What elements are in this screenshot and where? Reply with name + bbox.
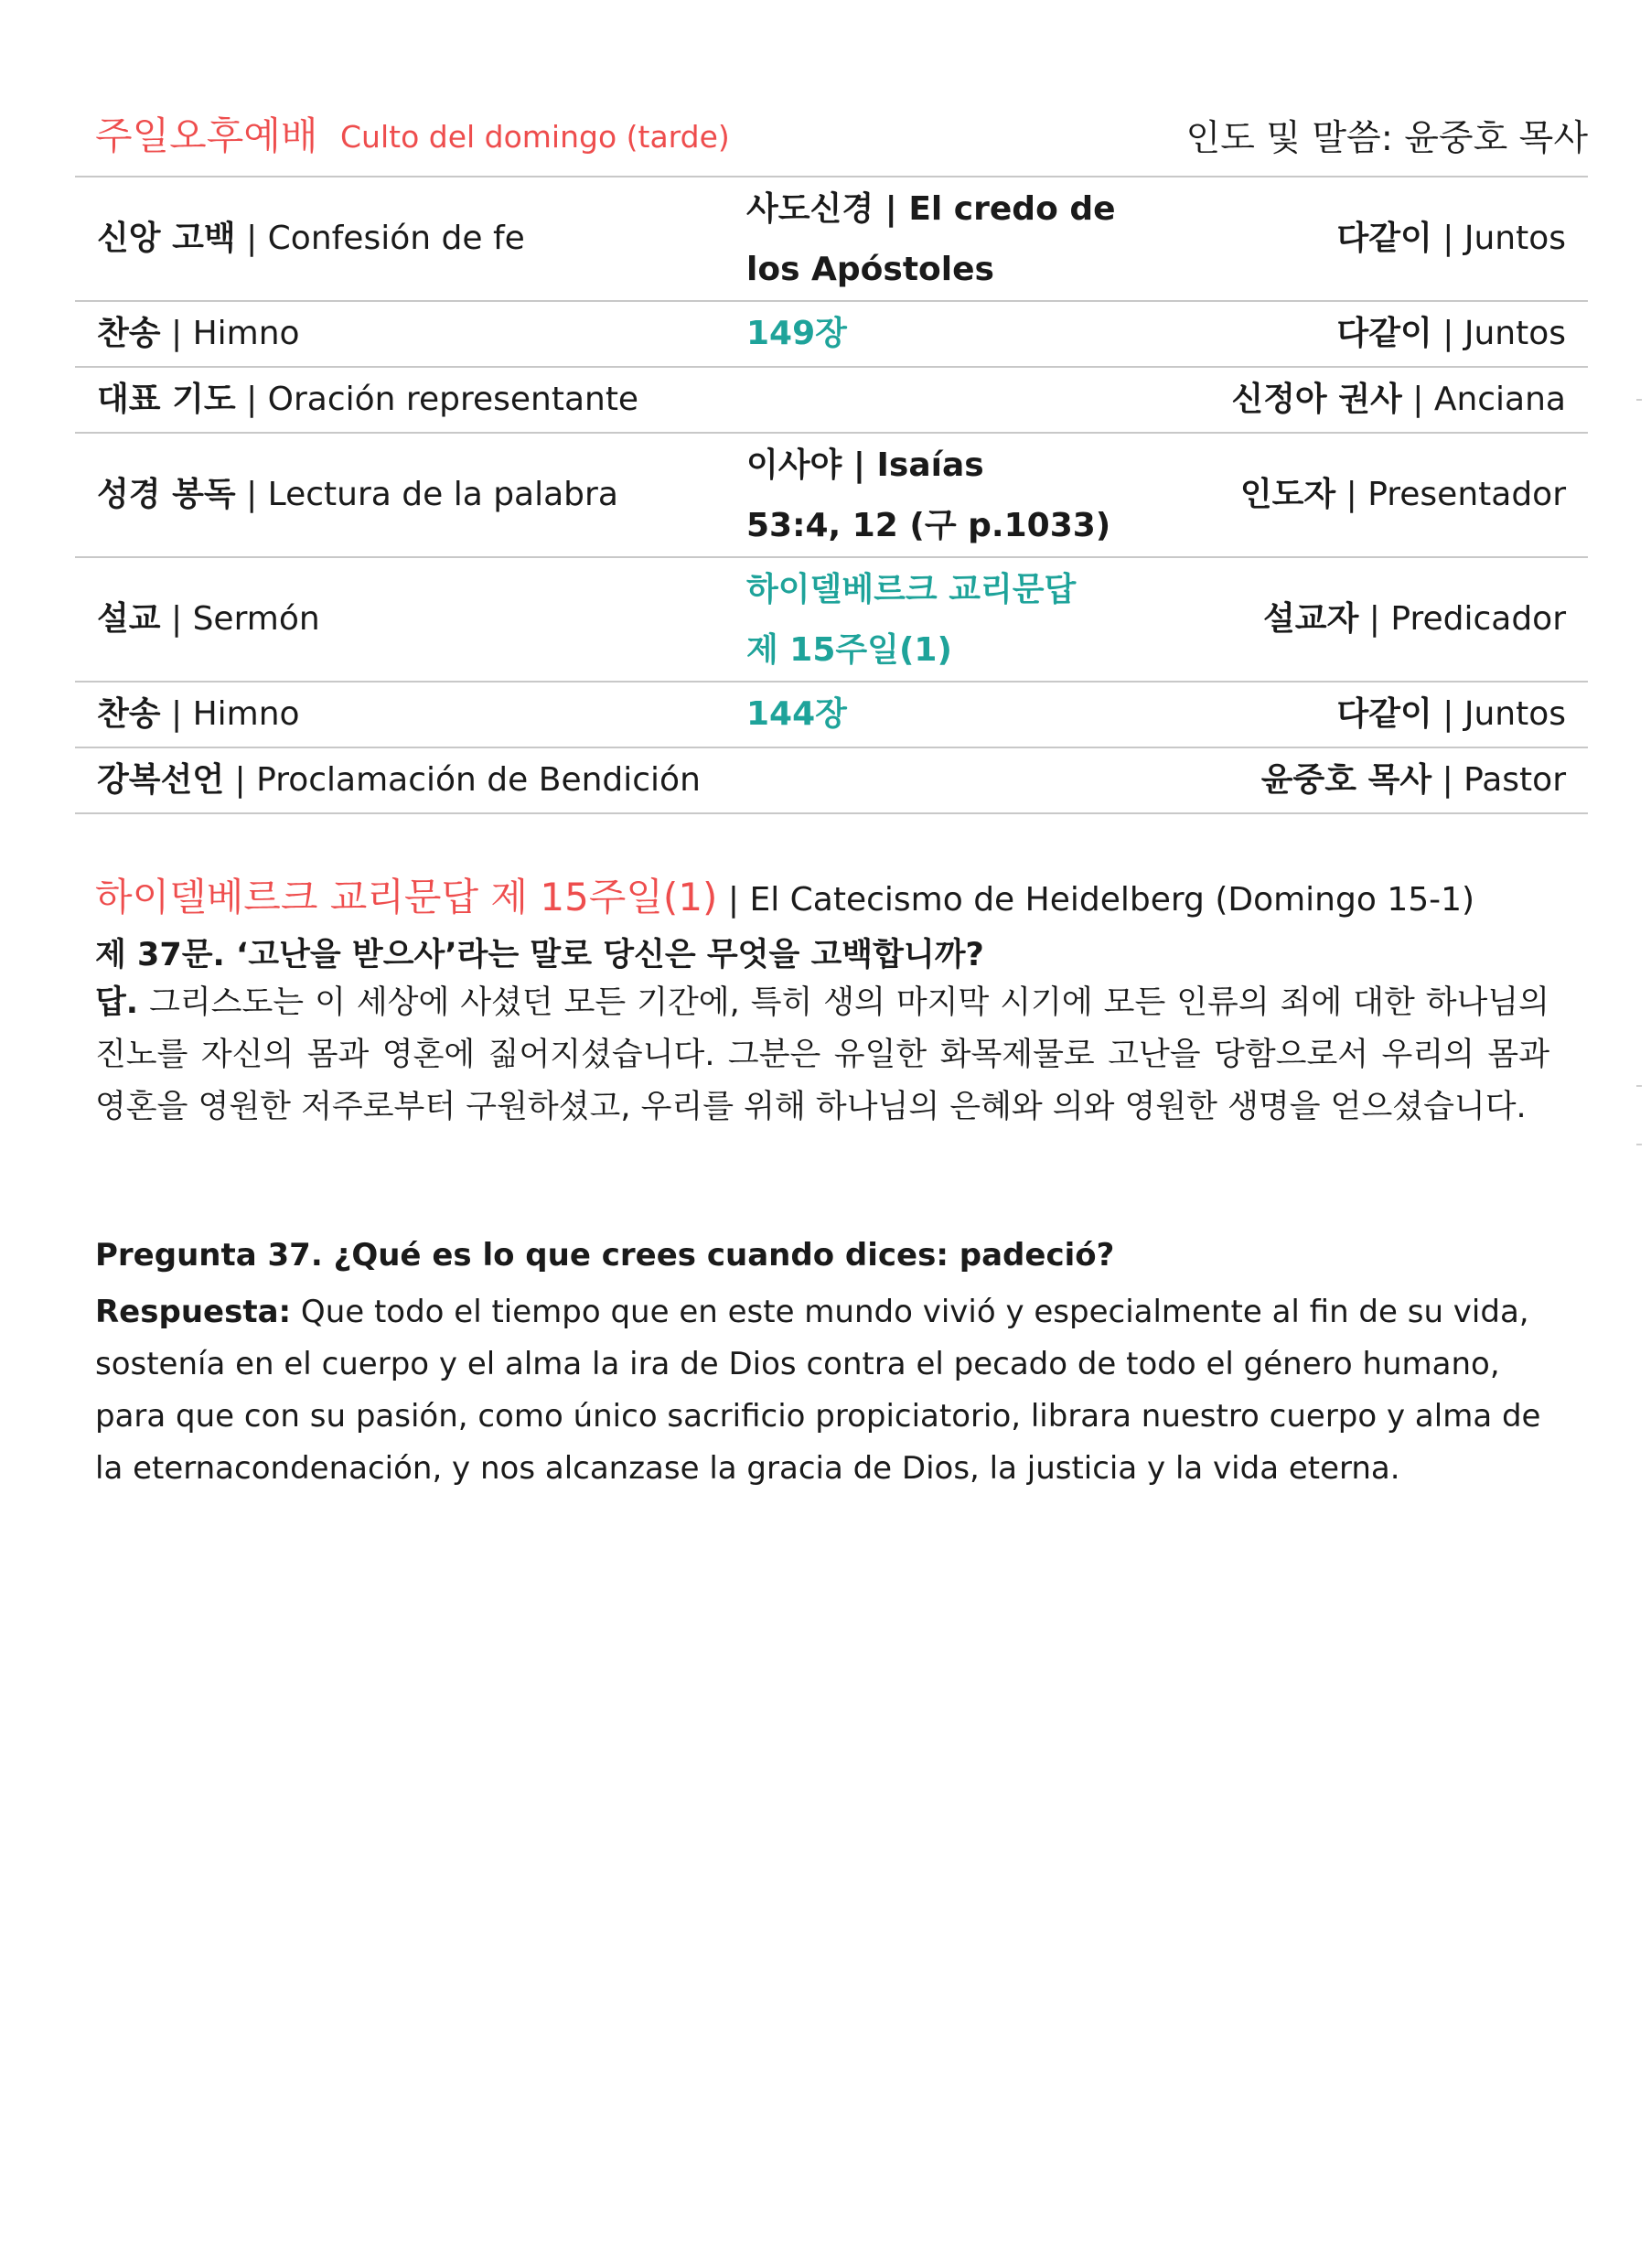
answer-ko-label: 답. — [95, 984, 139, 1021]
table-row — [75, 683, 1588, 748]
margin-tick — [1636, 399, 1642, 401]
order-person: 설교자 | Predicador — [1263, 600, 1566, 638]
answer-ko — [95, 977, 1549, 1134]
table-row — [75, 748, 1588, 814]
answer-ko-text: 그리스도는 이 세상에 사셨던 모든 기간에, 특히 생의 마지막 시기에 모든 인류의 죄에 대한 하나님의 진노를 자신의 몸과 영혼에 짊어지셨습니다. 그분은 유일한 화목제물로 고난을 당함으로서 우리의 몸과 영혼을 영원한 저주로부터 구원하셨고, 우리를 위해 하나님의 은혜와 의와 영원한 생명을 얻으셨습니다. — [95, 984, 1549, 1125]
order-person: 다같이 | Juntos — [1336, 695, 1566, 733]
order-item: 성경 봉독 | Lectura de la palabra — [97, 476, 618, 513]
order-item: 강복선언 | Proclamación de Bendición — [97, 761, 701, 799]
order-of-service-table — [75, 176, 1588, 814]
table-row — [75, 368, 1588, 434]
answer-es — [95, 1286, 1559, 1495]
scripture-reference: 이사야 | Isaías 53:4, 12 (구 p.1033) — [746, 446, 1111, 544]
order-person: 다같이 | Juntos — [1336, 315, 1566, 352]
order-item: 대표 기도 | Oración representante — [97, 381, 639, 418]
margin-tick — [1636, 1085, 1642, 1087]
table-row — [75, 434, 1588, 558]
sermon-title: 하이델베르크 교리문답 제 15주일(1) — [746, 571, 1077, 669]
catechism-heading-ko: 하이델베르크 교리문답 제 15주일(1) — [95, 875, 718, 919]
order-item: 찬송 | Himno — [97, 315, 300, 352]
order-person: 인도자 | Presentador — [1239, 476, 1566, 513]
order-person: 윤중호 목사 | Pastor — [1260, 761, 1566, 799]
order-item: 신앙 고백 | Confesión de fe — [97, 220, 525, 257]
service-title: 주일오후예배 — [95, 113, 318, 158]
table-row — [75, 177, 1588, 302]
answer-es-text: Que todo el tiempo que en este mundo vivió y especialmente al fin de su vida, sostenía en el cuerpo y el alma la ira de Dios contra el pecado de todo el género humano, para que con su pasión, como único sacrificio propiciatorio, librara nuestro cuerpo y alma de la eternacondenación, y nos alcanzase la gracia de Dios, la justicia y la vida eterna. — [95, 1294, 1541, 1487]
catechism-heading — [95, 867, 1474, 922]
order-content: 사도신경 | El credo de los Apóstoles — [746, 190, 1116, 288]
answer-es-label: Respuesta: — [95, 1294, 292, 1330]
service-header — [95, 106, 1588, 170]
order-item: 찬송 | Himno — [97, 695, 300, 733]
table-row — [75, 558, 1588, 683]
catechism-heading-es: | El Catecismo de Heidelberg (Domingo 15-1) — [717, 881, 1475, 919]
hymn-number: 149장 — [746, 315, 847, 352]
order-item: 설교 | Sermón — [97, 600, 320, 638]
question-ko: 제 37문. ‘고난을 받으사’라는 말로 당신은 무엇을 고백합니까? — [95, 937, 984, 973]
order-person: 신정아 권사 | Anciana — [1231, 381, 1566, 418]
service-subtitle: Culto del domingo (tarde) — [340, 119, 730, 155]
table-row — [75, 302, 1588, 368]
hymn-number: 144장 — [746, 695, 847, 733]
order-person: 다같이 | Juntos — [1336, 220, 1566, 257]
margin-tick — [1636, 1144, 1642, 1145]
service-leader: 인도 및 말씀: 윤중호 목사 — [1185, 118, 1588, 159]
question-es: Pregunta 37. ¿Qué es lo que crees cuando dices: padeció? — [95, 1237, 1115, 1274]
